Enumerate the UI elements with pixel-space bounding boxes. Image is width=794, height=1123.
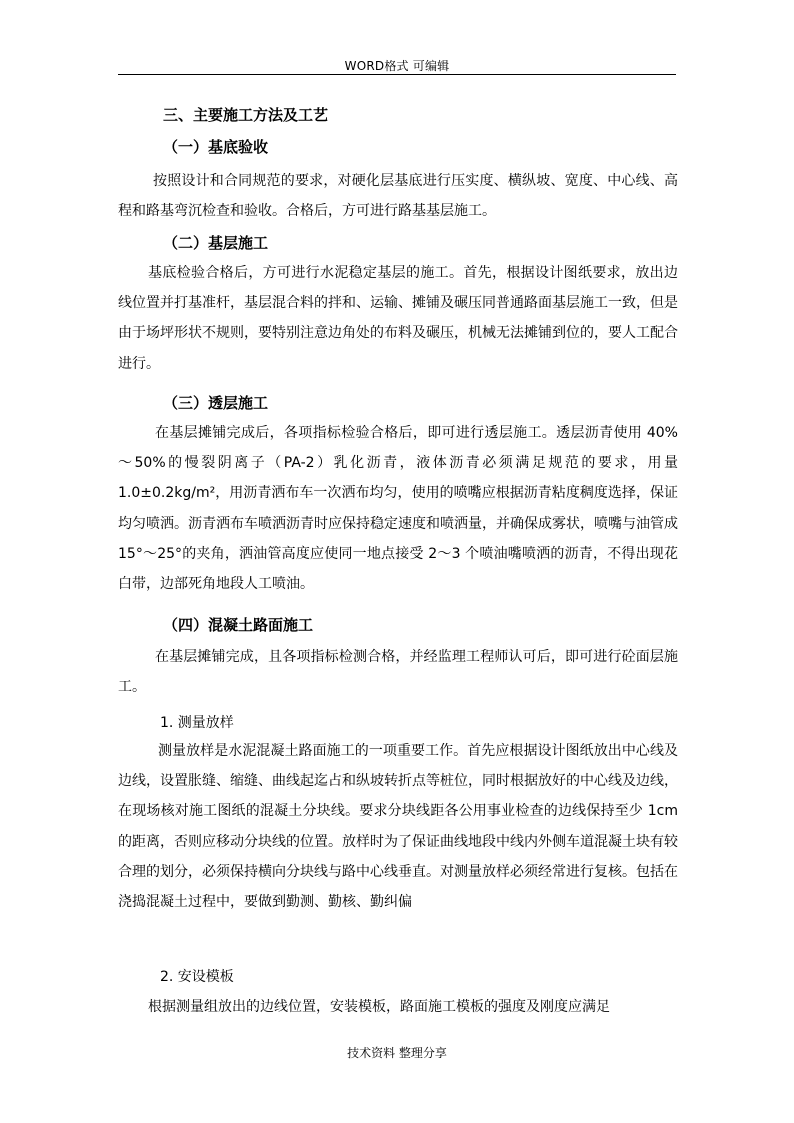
subsection-title-1: （一）基底验收 (163, 138, 269, 156)
subsection-title-3: （三）透层施工 (163, 394, 269, 412)
item-label-1: 1. 测量放样 (160, 715, 234, 731)
paragraph-1: 按照设计和合同规范的要求，对硬化层基底进行压实度、横纵坡、宽度、中心线、高程和路基弯沉检查和验收。合格后，方可进行路基基层施工。 (118, 173, 678, 220)
header-divider (118, 74, 676, 75)
subsection-title-4: （四）混凝土路面施工 (163, 616, 314, 634)
header-text: WORD格式 可编辑 (344, 59, 450, 73)
item-paragraph-2: 根据测量组放出的边线位置，安装模板，路面施工模板的强度及刚度应满足 (148, 999, 610, 1015)
paragraph-2: 基底检验合格后，方可进行水泥稳定基层的施工。首先，根据设计图纸要求，放出边线位置并打基准杆，基层混合料的拌和、运输、摊铺及碾压同普通路面基层施工一致，但是由于场坪形状不规则，要特别注意边角处的布料及碾压，机械无法摊铺到位的，要人工配合进行。 (118, 265, 678, 372)
paragraph-3: 在基层摊铺完成后，各项指标检验合格后，即可进行透层施工。透层沥青使用 40%～50%的慢裂阴离子（PA-2）乳化沥青，液体沥青必须满足规范的要求，用量 1.0±0.2kg/m²，用沥青洒布车一次洒布均匀，使用的喷嘴应根据沥青粘度稠度选择，保证均匀喷洒。沥青洒布车喷洒沥青时应保持稳定速度和喷洒量，并确保成雾状，喷嘴与油管成 15°～25°的夹角，洒油管高度应使同一地点接受 2～3 个喷油嘴喷洒的沥青，不得出现花白带，边部死角地段人工喷油。 (118, 425, 678, 593)
item-paragraph-1: 测量放样是水泥混凝土路面施工的一项重要工作。首先应根据设计图纸放出中心线及边线，设置胀缝、缩缝、曲线起迄占和纵坡转折点等桩位，同时根据放好的中心线及边线，在现场核对施工图纸的混凝土分块线。要求分块线距各公用事业检查的边线保持至少 1cm 的距离，否则应移动分块线的位置。放样时为了保证曲线地段中线内外侧车道混凝土块有较合理的划分，必须保持横向分块线与路中心线垂直。对测量放样必须经常进行复核。包括在浇捣混凝土过程中，要做到勤测、勤核、勤纠偏 (118, 743, 678, 911)
item-label-2: 2. 安设模板 (160, 969, 234, 985)
page-footer: 技术资料 整理分享 (347, 1046, 447, 1060)
paragraph-4: 在基层摊铺完成，且各项指标检测合格，并经监理工程师认可后，即可进行砼面层施工。 (118, 649, 678, 696)
section-title: 三、主要施工方法及工艺 (163, 106, 329, 124)
subsection-title-2: （二）基层施工 (163, 234, 269, 252)
